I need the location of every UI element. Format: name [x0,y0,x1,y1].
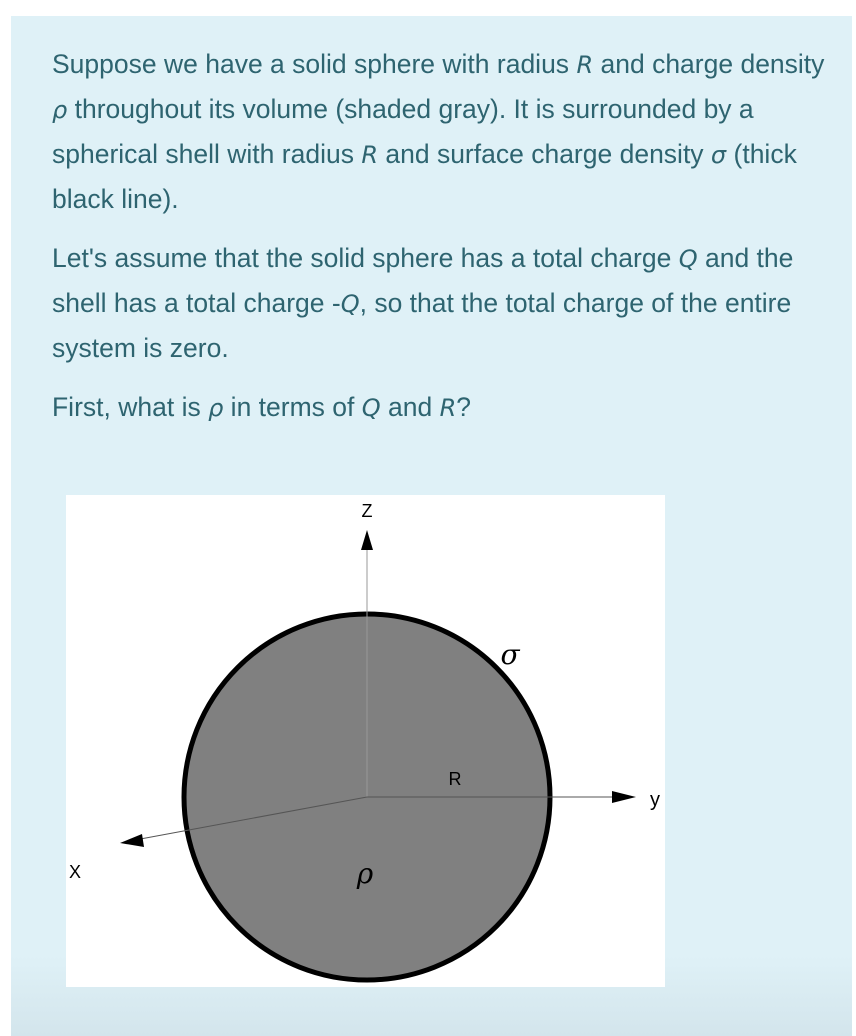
text: and charge density [593,49,825,79]
z-arrow-icon [361,530,373,550]
math-Q: Q [361,394,381,422]
question-text [52,42,832,445]
math-R: R [576,51,594,79]
x-arrow-icon [120,834,144,847]
text: Suppose we have a solid sphere with radius [52,49,577,79]
question-panel [11,16,852,1036]
sigma-label: σ [500,638,520,671]
text: ? [456,392,472,422]
text: and the shell has a total charge - [52,243,794,318]
rho-label: ρ [356,857,374,890]
paragraph-2 [52,236,832,370]
math-rho: ρ [208,394,224,422]
text: and [380,392,440,422]
math-Q: Q [340,290,360,318]
text: throughout its volume (shaded gray). It is surrounded by a spherical shell with radius [52,94,754,169]
math-Q: Q [678,245,698,273]
text: in terms of [223,392,362,422]
x-label: X [68,862,82,882]
text: and surface charge density [378,139,711,169]
paragraph-1 [52,42,832,221]
paragraph-3 [52,385,832,430]
z-label: Z [361,501,373,521]
math-R: R [439,394,457,422]
text: First, what is [52,392,209,422]
sphere-diagram [66,495,665,987]
radius-label: R [448,769,462,789]
text: Let's assume that the solid sphere has a total charge [52,243,679,273]
y-label: y [650,789,660,811]
y-arrow-icon [612,791,636,803]
text: (thick black line). [52,139,797,214]
math-sigma: σ [710,141,727,169]
math-R: R [361,141,378,169]
math-rho: ρ [52,96,68,124]
text: , so that the total charge of the entire system is zero. [52,288,792,363]
